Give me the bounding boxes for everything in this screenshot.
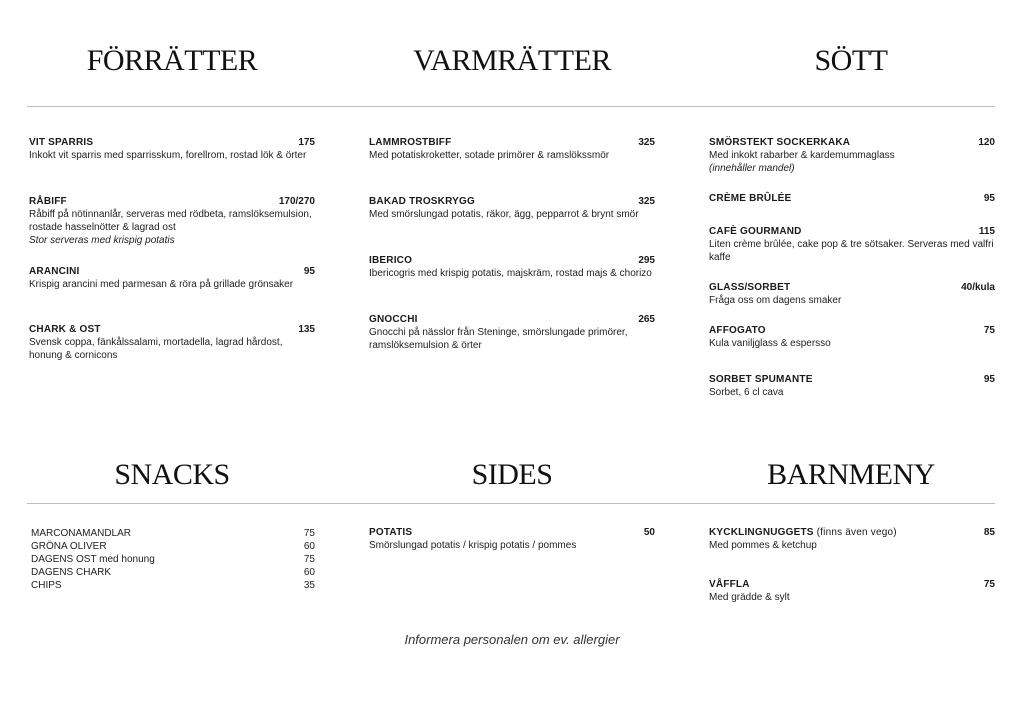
item-name: SMÖRSTEKT SOCKERKAKA xyxy=(709,137,851,148)
menu-item xyxy=(709,527,995,579)
snack-name: GRÖNA OLIVER xyxy=(31,541,107,552)
heading-varmratter: VARMRÄTTER xyxy=(413,44,611,77)
item-name: RÅBIFF xyxy=(29,196,67,207)
allergy-notice: Informera personalen om ev. allergier xyxy=(404,632,620,647)
snack-row xyxy=(31,566,315,579)
snacks-column xyxy=(31,527,315,592)
item-note: (innehåller mandel) xyxy=(709,163,795,174)
item-description: Krispig arancini med parmesan & röra på grillade grönsaker xyxy=(29,279,294,290)
item-name-extra: (finns även vego) xyxy=(816,527,897,538)
snack-price: 60 xyxy=(303,567,315,578)
item-name xyxy=(709,527,897,538)
item-price: 95 xyxy=(983,193,995,204)
item-price: 95 xyxy=(303,266,315,277)
menu-item xyxy=(369,137,655,196)
heading-sott: SÖTT xyxy=(814,44,888,77)
item-name: BAKAD TROSKRYGG xyxy=(369,196,475,207)
item-price: 75 xyxy=(983,325,995,336)
item-description: Med inkokt rabarber & kardemummaglass xyxy=(709,150,895,161)
item-price: 325 xyxy=(638,137,655,148)
snack-row xyxy=(31,553,315,566)
heading-forratter: FÖRRÄTTER xyxy=(86,44,258,77)
item-name: SORBET SPUMANTE xyxy=(709,374,813,385)
snack-price: 75 xyxy=(303,554,315,565)
item-price: 95 xyxy=(983,374,995,385)
menu-item xyxy=(369,527,655,552)
item-description: Inkokt vit sparris med sparrisskum, forellrom, rostad lök & örter xyxy=(29,150,307,161)
item-price: 50 xyxy=(643,527,655,538)
sides-column xyxy=(369,527,655,552)
item-description: Fråga oss om dagens smaker xyxy=(709,295,842,306)
item-price: 265 xyxy=(638,314,655,325)
menu-item xyxy=(709,137,995,193)
item-name: CRÈME BRÛLÉE xyxy=(709,193,792,204)
item-note: Stor serveras med krispig potatis xyxy=(29,235,175,246)
item-price: 120 xyxy=(978,137,995,148)
snack-price: 75 xyxy=(303,528,315,539)
item-name: LAMMROSTBIFF xyxy=(369,137,452,148)
item-description: Ibericogris med krispig potatis, majskräm, rostad majs & chorizo xyxy=(369,268,652,279)
item-price: 295 xyxy=(638,255,655,266)
barnmeny-column xyxy=(709,527,995,604)
item-name: VÅFFLA xyxy=(709,579,750,590)
item-description: Smörslungad potatis / krispig potatis / pommes xyxy=(369,540,577,551)
item-description: Råbiff på nötinnanlår, serveras med rödbeta, ramslöksemulsion, rostade hasselnötter & lagrad ost xyxy=(29,209,312,233)
snack-row xyxy=(31,527,315,540)
menu-item xyxy=(29,266,315,324)
snack-price: 60 xyxy=(303,541,315,552)
item-description: Svensk coppa, fänkålssalami, mortadella, lagrad hårdost, honung & cornicons xyxy=(29,337,283,361)
item-description: Med pommes & ketchup xyxy=(709,540,817,551)
sott-column xyxy=(709,137,995,399)
item-name: ARANCINI xyxy=(29,266,80,277)
item-description: Med smörslungad potatis, räkor, ägg, pepparrot & brynt smör xyxy=(369,209,639,220)
item-price: 170/270 xyxy=(278,196,315,207)
item-price: 40/kula xyxy=(961,282,995,293)
item-price: 115 xyxy=(978,226,995,237)
bottom-divider xyxy=(27,503,995,504)
item-price: 175 xyxy=(298,137,315,148)
item-name: CAFÈ GOURMAND xyxy=(709,226,802,237)
snack-name: CHIPS xyxy=(31,580,62,591)
forratter-column xyxy=(29,137,315,362)
menu-item xyxy=(29,324,315,362)
item-name: AFFOGATO xyxy=(709,325,766,336)
snack-row xyxy=(31,540,315,553)
heading-barnmeny: BARNMENY xyxy=(767,458,935,491)
varmratter-column xyxy=(369,137,655,352)
snack-price: 35 xyxy=(303,580,315,591)
item-price: 135 xyxy=(298,324,315,335)
menu-item xyxy=(709,374,995,399)
item-description: Med grädde & sylt xyxy=(709,592,790,603)
snack-row xyxy=(31,579,315,592)
item-name-main: KYCKLINGNUGGETS xyxy=(709,527,814,538)
snack-name: MARCONAMANDLAR xyxy=(31,528,132,539)
item-price: 85 xyxy=(983,527,995,538)
item-name: POTATIS xyxy=(369,527,413,538)
menu-item xyxy=(369,255,655,314)
menu-item xyxy=(29,137,315,196)
menu-item xyxy=(709,282,995,325)
item-name: GLASS/SORBET xyxy=(709,282,791,293)
snack-name: DAGENS CHARK xyxy=(31,567,112,578)
item-price: 75 xyxy=(983,579,995,590)
menu-item xyxy=(369,196,655,255)
menu-item xyxy=(369,314,655,352)
menu-item xyxy=(709,193,995,226)
menu-item xyxy=(29,196,315,266)
item-description: Med potatiskroketter, sotade primörer & ramslökssmör xyxy=(369,150,610,161)
snack-name: DAGENS OST med honung xyxy=(31,554,155,565)
menu-item xyxy=(709,579,995,604)
item-price: 325 xyxy=(638,196,655,207)
item-name: CHARK & OST xyxy=(29,324,101,335)
item-name: GNOCCHI xyxy=(369,314,418,325)
item-name: IBERICO xyxy=(369,255,413,266)
menu-item xyxy=(709,226,995,282)
top-divider xyxy=(27,106,995,107)
heading-sides: SIDES xyxy=(471,458,553,491)
menu-item xyxy=(709,325,995,374)
item-description: Kula vaniljglass & espersso xyxy=(709,338,831,349)
item-name: VIT SPARRIS xyxy=(29,137,94,148)
item-description: Liten crème brûlée, cake pop & tre sötsaker. Serveras med valfri kaffe xyxy=(709,239,994,263)
item-description: Sorbet, 6 cl cava xyxy=(709,387,784,398)
heading-snacks: SNACKS xyxy=(114,458,230,491)
item-description: Gnocchi på nässlor från Steninge, smörslungade primörer, ramslöksemulsion & örter xyxy=(369,327,628,351)
